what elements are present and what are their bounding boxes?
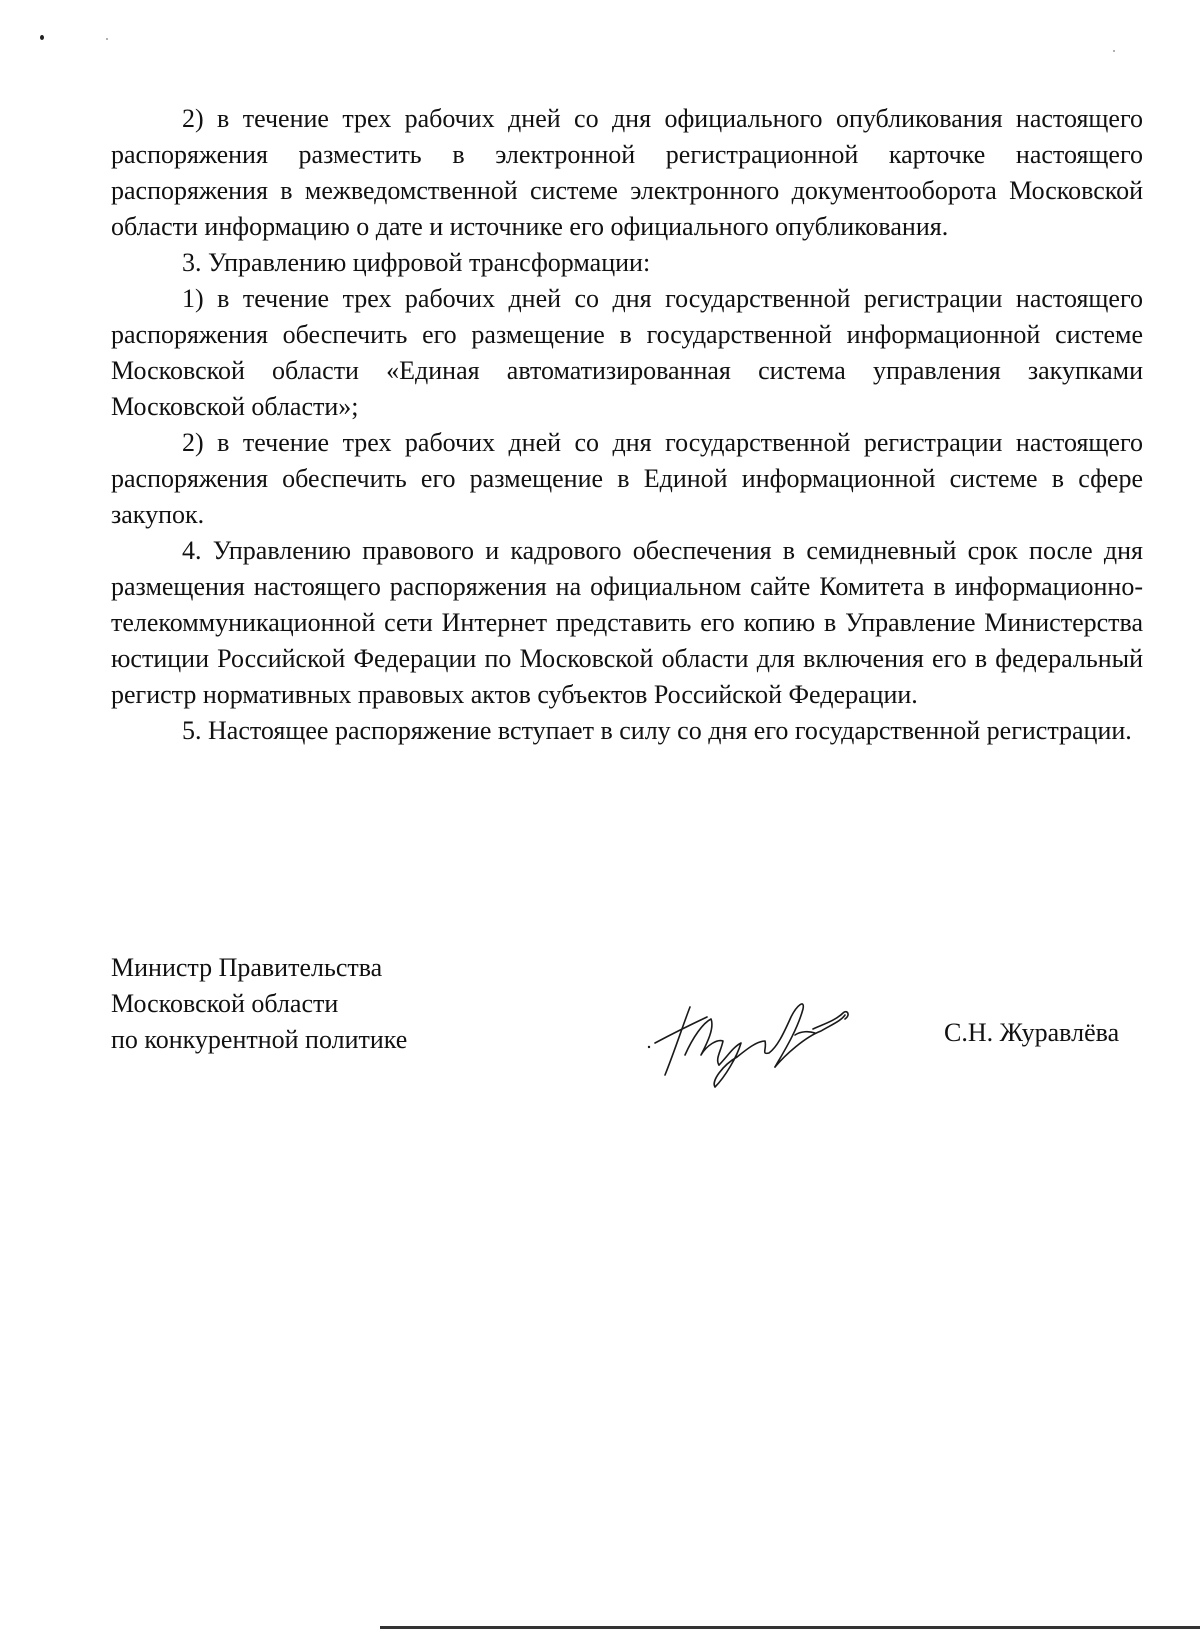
handwritten-signature — [645, 995, 875, 1090]
scan-speck — [106, 38, 108, 40]
signatory-title-line: Московской области — [111, 989, 339, 1018]
signatory-title-line: Министр Правительства — [111, 953, 383, 982]
signatory-name: С.Н. Журавлёва — [944, 1018, 1120, 1047]
paragraph-legal-department: 4. Управлению правового и кадрового обеспечения в семидневный срок после дня размещения настоящего распоряжения на официальном сайте Комитета в информационно-телекоммуникационной сети Интернет представить его копию в Управление Министерства юстиции Российской Федерации по Московской области для включения его в федеральный регистр нормативных правовых актов субъектов Российской Федерации. — [111, 536, 1143, 709]
document-body — [111, 101, 1143, 749]
signatory-title-line: по конкурентной политике — [111, 1025, 408, 1054]
paragraph-publication-registration: 2) в течение трех рабочих дней со дня официального опубликования настоящего распоряжения разместить в электронной регистрационной карточке настоящего распоряжения в межведомственной системе электронного документооборота Московской области информацию о дате и источнике его официального опубликования. — [111, 104, 1143, 241]
scan-speck — [40, 35, 44, 40]
scan-speck — [1113, 50, 1115, 52]
signatory-title — [111, 950, 407, 1058]
paragraph-procurement-system-placement: 1) в течение трех рабочих дней со дня государственной регистрации настоящего распоряжения обеспечить его размещение в государственной информационной системе Московской области «Единая автоматизированная система управления закупками Московской области»; — [111, 284, 1143, 421]
paragraph-digital-transformation-heading: 3. Управлению цифровой трансформации: — [182, 248, 651, 277]
paragraph-unified-information-system: 2) в течение трех рабочих дней со дня государственной регистрации настоящего распоряжения обеспечить его размещение в Единой информационной системе в сфере закупок. — [111, 428, 1143, 529]
paragraph-entry-into-force: 5. Настоящее распоряжение вступает в силу со дня его государственной регистрации. — [182, 716, 1132, 745]
page-bottom-edge-line — [380, 1626, 1200, 1629]
